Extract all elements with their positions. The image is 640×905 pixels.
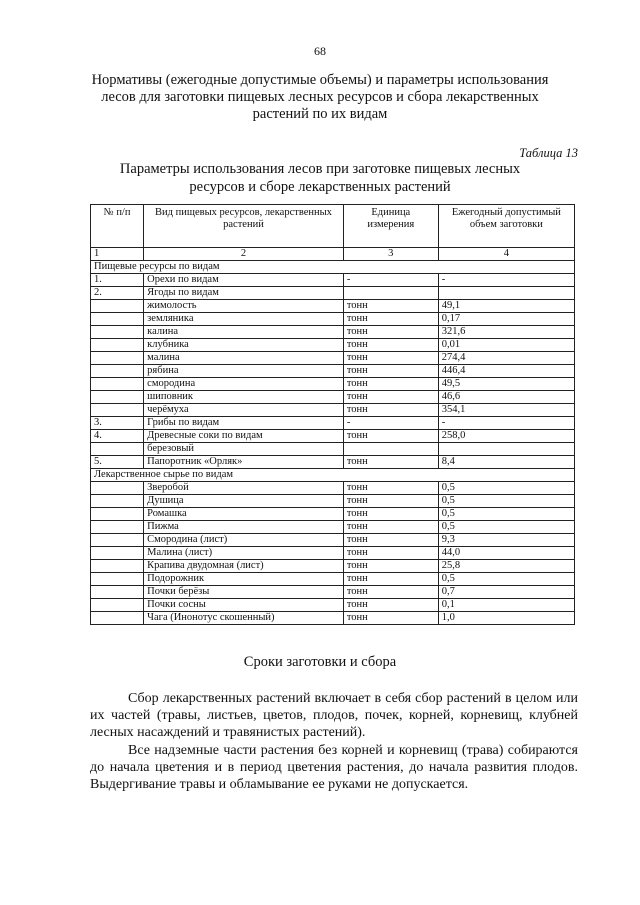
volume-cell: 0,5 <box>438 573 574 586</box>
table-body <box>91 248 575 625</box>
table-row <box>91 274 575 287</box>
volume-cell: 274,4 <box>438 352 574 365</box>
volume-cell <box>438 443 574 456</box>
volume-cell: 0,5 <box>438 495 574 508</box>
resource-name: Ягоды по видам <box>144 287 344 300</box>
resource-name: Почки сосны <box>144 599 344 612</box>
resource-name: Древесные соки по видам <box>144 430 344 443</box>
unit-cell: тонн <box>343 573 438 586</box>
resource-name: Орехи по видам <box>144 274 344 287</box>
unit-cell: - <box>343 417 438 430</box>
unit-cell <box>343 443 438 456</box>
row-number <box>91 534 144 547</box>
table-row <box>91 443 575 456</box>
unit-cell: тонн <box>343 300 438 313</box>
table-row <box>91 352 575 365</box>
table-row <box>91 430 575 443</box>
volume-cell: - <box>438 417 574 430</box>
resource-name: березовый <box>144 443 344 456</box>
row-number <box>91 482 144 495</box>
row-number <box>91 521 144 534</box>
row-number <box>91 573 144 586</box>
volume-cell: 8,4 <box>438 456 574 469</box>
header-unit: Единица измерения <box>343 205 438 248</box>
unit-cell: тонн <box>343 508 438 521</box>
unit-cell: тонн <box>343 495 438 508</box>
table-row <box>91 560 575 573</box>
volume-cell: 0,5 <box>438 482 574 495</box>
resource-name: Чага (Инонотус скошенный) <box>144 612 344 625</box>
row-number: 1. <box>91 274 144 287</box>
row-number: 4. <box>91 430 144 443</box>
volume-cell: 0,5 <box>438 508 574 521</box>
table-row <box>91 404 575 417</box>
table-row <box>91 534 575 547</box>
unit-cell: тонн <box>343 365 438 378</box>
table-row <box>91 326 575 339</box>
row-number <box>91 404 144 417</box>
table-row <box>91 313 575 326</box>
column-number: 3 <box>343 248 438 261</box>
row-number <box>91 495 144 508</box>
volume-cell: 354,1 <box>438 404 574 417</box>
resource-name: шиповник <box>144 391 344 404</box>
resource-name: Грибы по видам <box>144 417 344 430</box>
table-row <box>91 287 575 300</box>
page-title: Нормативы (ежегодные допустимые объемы) и параметры использования лесов для заготовки пищевых лесных ресурсов и сбора лекарственных растений по их видам <box>91 72 549 122</box>
volume-cell: 0,1 <box>438 599 574 612</box>
table-row <box>91 547 575 560</box>
table-row <box>91 378 575 391</box>
table-row <box>91 521 575 534</box>
column-number: 1 <box>91 248 144 261</box>
resource-name: малина <box>144 352 344 365</box>
table-row <box>91 417 575 430</box>
unit-cell: тонн <box>343 560 438 573</box>
table-header-row <box>91 205 575 248</box>
row-number <box>91 339 144 352</box>
column-number: 4 <box>438 248 574 261</box>
unit-cell: тонн <box>343 482 438 495</box>
resource-name: Малина (лист) <box>144 547 344 560</box>
volume-cell: 25,8 <box>438 560 574 573</box>
row-number <box>91 352 144 365</box>
row-number <box>91 560 144 573</box>
resource-name: жимолость <box>144 300 344 313</box>
row-number <box>91 547 144 560</box>
resource-name: Почки берёзы <box>144 586 344 599</box>
page-number: 68 <box>314 44 326 58</box>
volume-cell: 44,0 <box>438 547 574 560</box>
row-number <box>91 443 144 456</box>
header-resource-type: Вид пищевых ресурсов, лекарственных растений <box>144 205 344 248</box>
unit-cell: тонн <box>343 378 438 391</box>
row-number <box>91 586 144 599</box>
norms-table <box>90 204 575 625</box>
row-number <box>91 508 144 521</box>
header-annual-volume: Ежегодный допустимый объем заготовки <box>438 205 574 248</box>
resource-name: Смородина (лист) <box>144 534 344 547</box>
volume-cell: 446,4 <box>438 365 574 378</box>
row-number <box>91 378 144 391</box>
unit-cell: тонн <box>343 352 438 365</box>
volume-cell: 321,6 <box>438 326 574 339</box>
resource-name: калина <box>144 326 344 339</box>
row-number: 2. <box>91 287 144 300</box>
volume-cell: 0,17 <box>438 313 574 326</box>
volume-cell: 258,0 <box>438 430 574 443</box>
unit-cell: тонн <box>343 313 438 326</box>
resource-name: черёмуха <box>144 404 344 417</box>
header-number: № п/п <box>91 205 144 248</box>
table-title: Параметры использования лесов при заготовке пищевых лесных ресурсов и сборе лекарственных растений <box>119 161 521 195</box>
row-number <box>91 391 144 404</box>
resource-name: земляника <box>144 313 344 326</box>
row-number <box>91 326 144 339</box>
volume-cell: - <box>438 274 574 287</box>
row-number <box>91 313 144 326</box>
unit-cell: - <box>343 274 438 287</box>
unit-cell: тонн <box>343 599 438 612</box>
section-row-food <box>91 261 575 274</box>
row-number: 5. <box>91 456 144 469</box>
table-row <box>91 456 575 469</box>
unit-cell: тонн <box>343 612 438 625</box>
volume-cell: 0,5 <box>438 521 574 534</box>
unit-cell: тонн <box>343 339 438 352</box>
unit-cell: тонн <box>343 534 438 547</box>
resource-name: рябина <box>144 365 344 378</box>
resource-name: Крапива двудомная (лист) <box>144 560 344 573</box>
volume-cell: 49,1 <box>438 300 574 313</box>
resource-name: Подорожник <box>144 573 344 586</box>
row-number <box>91 612 144 625</box>
row-number <box>91 599 144 612</box>
volume-cell: 0,7 <box>438 586 574 599</box>
row-number <box>91 300 144 313</box>
volume-cell <box>438 287 574 300</box>
table-row <box>91 391 575 404</box>
volume-cell: 46,6 <box>438 391 574 404</box>
resource-name: Зверобой <box>144 482 344 495</box>
volume-cell: 1,0 <box>438 612 574 625</box>
table-row <box>91 365 575 378</box>
unit-cell: тонн <box>343 586 438 599</box>
table-row <box>91 339 575 352</box>
volume-cell: 49,5 <box>438 378 574 391</box>
volume-cell: 9,3 <box>438 534 574 547</box>
table-row <box>91 586 575 599</box>
unit-cell: тонн <box>343 521 438 534</box>
unit-cell: тонн <box>343 326 438 339</box>
table-row <box>91 573 575 586</box>
section-row-medicinal <box>91 469 575 482</box>
table-row <box>91 300 575 313</box>
unit-cell: тонн <box>343 456 438 469</box>
section-title: Сроки заготовки и сбора <box>243 654 397 670</box>
resource-name: смородина <box>144 378 344 391</box>
resource-name: Папоротник «Орляк» <box>144 456 344 469</box>
table-row <box>91 599 575 612</box>
unit-cell: тонн <box>343 391 438 404</box>
resource-name: Пижма <box>144 521 344 534</box>
table-row <box>91 495 575 508</box>
section-label-food: Пищевые ресурсы по видам <box>91 261 575 274</box>
unit-cell: тонн <box>343 547 438 560</box>
unit-cell: тонн <box>343 404 438 417</box>
resource-name: Душица <box>144 495 344 508</box>
table-row <box>91 508 575 521</box>
column-number-row <box>91 248 575 261</box>
row-number: 3. <box>91 417 144 430</box>
resource-name: Ромашка <box>144 508 344 521</box>
table-row <box>91 482 575 495</box>
section-label-medicinal: Лекарственное сырье по видам <box>91 469 575 482</box>
paragraph: Все надземные части растения без корней и корневищ (трава) собираются до начала цветения и в период цветения растения, до начала развития плодов. Выдергивание травы и обламывание ее руками не допускается. <box>90 743 578 792</box>
unit-cell: тонн <box>343 430 438 443</box>
resource-name: клубника <box>144 339 344 352</box>
paragraph: Сбор лекарственных растений включает в себя сбор растений в целом или их частей (травы, листьев, цветов, плодов, почек, корней, корневищ, клубней лесных насаждений и травянистых растений). <box>90 691 578 740</box>
unit-cell <box>343 287 438 300</box>
column-number: 2 <box>144 248 344 261</box>
table-label: Таблица 13 <box>519 146 578 160</box>
table-row <box>91 612 575 625</box>
row-number <box>91 365 144 378</box>
volume-cell: 0,01 <box>438 339 574 352</box>
